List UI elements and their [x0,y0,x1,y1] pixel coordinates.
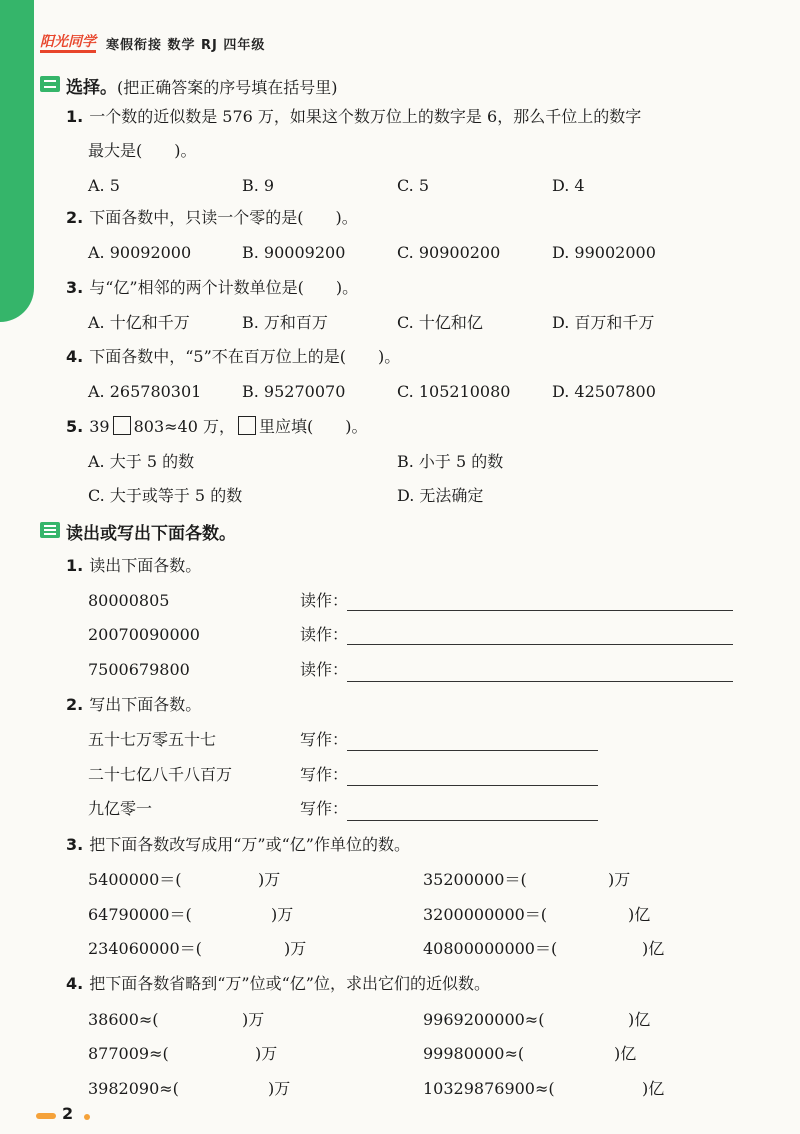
write-words: 二十七亿八千八百万 [88,765,233,784]
question-4 [66,346,400,368]
part-4-heading [66,973,490,995]
answer-line[interactable] [347,644,733,645]
approx-right: 99980000≈( [423,1044,525,1063]
question-number: 2. [66,695,84,714]
header-text: 寒假衔接 数学 RJ 四年级 [106,37,266,53]
approx-unit: )亿 [642,1079,665,1098]
question-text: 写出下面各数。 [89,695,202,714]
question-number: 4. [66,347,84,366]
convert-left: 234060000＝( [88,939,202,958]
question-number: 2. [66,208,84,227]
write-words: 五十七万零五十七 [88,730,217,749]
answer-line[interactable] [347,785,598,786]
question-text-pre: 39 [89,417,110,436]
question-text: 读出下面各数。 [89,556,202,575]
question-number: 1. [66,107,84,126]
answer-line[interactable] [347,681,733,682]
question-3 [66,277,358,299]
write-label: 写作： [300,765,349,784]
approx-unit: )万 [268,1079,291,1098]
question-number: 3. [66,835,84,854]
option-b: B. 万和百万 [242,313,328,332]
answer-line[interactable] [347,820,598,821]
question-5 [66,416,367,438]
approx-left: 3982090≈( [88,1079,179,1098]
question-text: 下面各数中，“5”不在百万位上的是( )。 [89,347,401,366]
brand-logo: 阳光同学 [40,34,96,53]
convert-unit: )万 [284,939,307,958]
question-text: 把下面各数省略到“万”位或“亿”位，求出它们的近似数。 [89,974,490,993]
approx-right: 9969200000≈( [423,1010,545,1029]
convert-right: 40800000000＝( [423,939,558,958]
convert-unit: )万 [271,905,294,924]
question-text-post: 里应填( )。 [258,417,368,436]
part-3-heading [66,834,410,856]
read-label: 读作： [300,660,349,679]
question-text: 下面各数中，只读一个零的是( )。 [89,208,358,227]
option-c: C. 十亿和亿 [397,313,483,332]
section-two-title [66,73,338,98]
blank-box [113,416,131,435]
approx-unit: )万 [242,1010,265,1029]
question-number: 4. [66,974,84,993]
option-a: A. 5 [88,176,120,195]
section-three-title: 读出或写出下面各数。 [66,524,236,544]
read-number: 20070090000 [88,625,200,644]
option-d: D. 百万和千万 [552,313,655,332]
section-two-note: (把正确答案的序号填在括号里) [117,78,338,97]
read-number: 7500679800 [88,660,190,679]
convert-unit: )亿 [628,905,651,924]
read-label: 读作： [300,591,349,610]
option-b: B. 90009200 [242,243,346,262]
option-d: D. 4 [552,176,585,195]
option-c: C. 90900200 [397,243,501,262]
question-1-line-1 [66,106,641,128]
option-c: C. 大于或等于 5 的数 [88,486,243,505]
option-d: D. 99002000 [552,243,656,262]
question-text-mid: 803≈40 万， [133,417,235,436]
answer-line[interactable] [347,610,733,611]
option-a: A. 十亿和千万 [88,313,190,332]
write-label: 写作： [300,799,349,818]
write-words: 九亿零一 [88,799,153,818]
approx-right: 10329876900≈( [423,1079,555,1098]
convert-right: 35200000＝( [423,870,527,889]
read-label: 读作： [300,625,349,644]
convert-unit: )万 [258,870,281,889]
convert-left: 64790000＝( [88,905,192,924]
option-a: A. 大于 5 的数 [88,452,195,471]
convert-unit: )万 [608,870,631,889]
part-1-heading [66,555,201,577]
footer-dot-decoration [84,1114,90,1120]
approx-unit: )万 [255,1044,278,1063]
convert-unit: )亿 [642,939,665,958]
approx-left: 38600≈( [88,1010,159,1029]
option-b: B. 小于 5 的数 [397,452,504,471]
question-text: 把下面各数改写成用“万”或“亿”作单位的数。 [89,835,410,854]
approx-unit: )亿 [614,1044,637,1063]
question-number: 5. [66,417,84,436]
part-2-heading [66,694,201,716]
option-a: A. 265780301 [88,382,202,401]
page-number: 2 [62,1104,74,1123]
question-number: 3. [66,278,84,297]
option-c: C. 5 [397,176,430,195]
question-text: 与“亿”相邻的两个计数单位是( )。 [89,278,359,297]
write-label: 写作： [300,730,349,749]
section-two-heading: 选择。 [66,78,117,98]
approx-unit: )亿 [628,1010,651,1029]
page-header [40,32,265,54]
convert-right: 3200000000＝( [423,905,548,924]
blank-box [238,416,256,435]
option-d: D. 42507800 [552,382,656,401]
footer-bar-decoration [36,1113,56,1119]
question-2 [66,207,358,229]
convert-left: 5400000＝( [88,870,182,889]
option-b: B. 9 [242,176,275,195]
section-three-icon [40,522,60,538]
option-d: D. 无法确定 [397,486,484,505]
question-1-line-2: 最大是( )。 [88,141,197,160]
option-a: A. 90092000 [88,243,192,262]
option-c: C. 105210080 [397,382,511,401]
section-two-icon [40,76,60,92]
question-number: 1. [66,556,84,575]
question-text: 一个数的近似数是 576 万，如果这个数万位上的数字是 6，那么千位上的数字 [89,107,642,126]
approx-left: 877009≈( [88,1044,169,1063]
side-tab-decoration [0,0,34,322]
option-b: B. 95270070 [242,382,346,401]
read-number: 80000805 [88,591,170,610]
answer-line[interactable] [347,750,598,751]
